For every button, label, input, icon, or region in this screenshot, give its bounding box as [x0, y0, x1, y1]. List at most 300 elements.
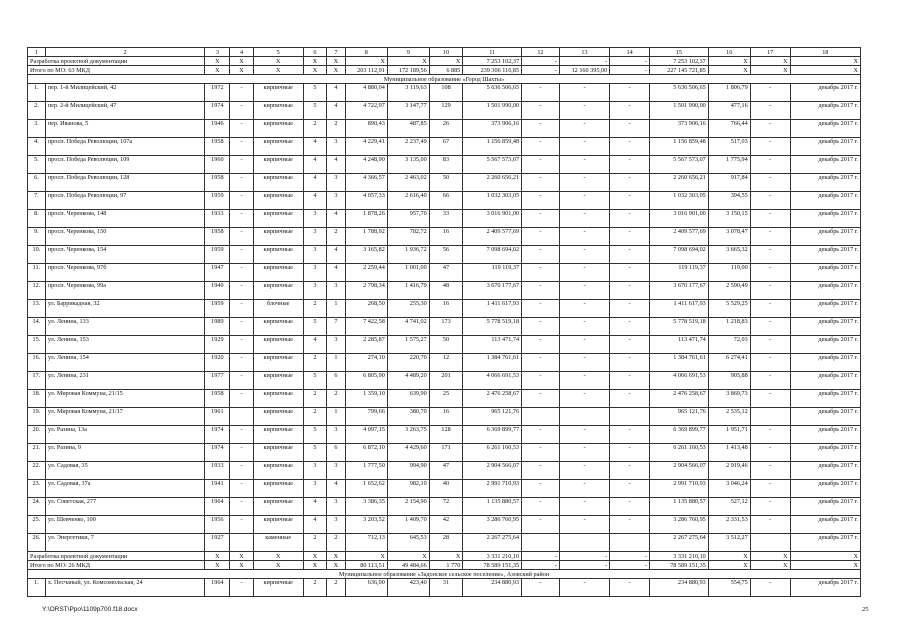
wall-material: кирпичные [253, 264, 303, 282]
entrances: 6 [326, 372, 345, 390]
cell: - [522, 264, 560, 282]
wall-material: кирпичные [253, 318, 303, 336]
summary-cell: X [790, 561, 860, 570]
build-year: 1940 [205, 282, 230, 300]
total-cost: 6 261 160,53 [463, 444, 522, 462]
cell: - [559, 210, 609, 228]
completion-term: декабрь 2017 г. [790, 498, 860, 516]
cell: - [559, 498, 609, 516]
residents: 56 [429, 246, 463, 264]
living-area: 1 001,00 [387, 264, 429, 282]
cell: - [750, 390, 790, 408]
total-area: 3 386,35 [345, 498, 387, 516]
cell: - [230, 372, 253, 390]
cell: - [559, 120, 609, 138]
summary-cell: X [253, 66, 303, 75]
column-number: 2 [45, 48, 204, 57]
fund-cost: 7 098 694,02 [650, 246, 709, 264]
row-number: 3. [28, 120, 46, 138]
address: пер. 2-й Милицейский, 47 [45, 102, 204, 120]
table-row [28, 372, 861, 390]
residents: 16 [429, 300, 463, 318]
cell: - [610, 282, 650, 300]
cell: - [230, 102, 253, 120]
fund-cost: 5 778 519,18 [650, 318, 709, 336]
address: просп. Победа Революции, 128 [45, 174, 204, 192]
build-year: 1961 [205, 408, 230, 426]
completion-term: декабрь 2017 г. [790, 264, 860, 282]
column-number: 18 [790, 48, 860, 57]
residents: 129 [429, 102, 463, 120]
footer-file-path: Y:\ORST\Ppo\1109p700.f18.docx [42, 606, 138, 613]
cell: - [559, 516, 609, 534]
specific-cost: 1 218,83 [708, 318, 750, 336]
cell [559, 534, 609, 552]
living-area: 982,10 [387, 480, 429, 498]
row-number: 12. [28, 282, 46, 300]
residents: 26 [429, 120, 463, 138]
build-year: 1989 [205, 318, 230, 336]
fund-cost: 2 267 275,64 [650, 534, 709, 552]
completion-term: декабрь 2017 г. [790, 516, 860, 534]
fund-cost: 1 032 303,05 [650, 192, 709, 210]
fund-cost: 2 260 656,21 [650, 174, 709, 192]
total-area: 7 422,58 [345, 318, 387, 336]
summary-cell: X [303, 57, 326, 66]
cell: - [522, 372, 560, 390]
total-cost: 113 471,74 [463, 336, 522, 354]
cell: - [610, 318, 650, 336]
address: просп. Победа Революции, 97 [45, 192, 204, 210]
table-row [28, 462, 861, 480]
cell: - [750, 228, 790, 246]
entrances: 4 [326, 264, 345, 282]
wall-material: кирпичные [253, 336, 303, 354]
fund-cost: 2 991 710,93 [650, 480, 709, 498]
total-area: 890,43 [345, 120, 387, 138]
table-row [28, 246, 861, 264]
fund-cost: 373 906,16 [650, 120, 709, 138]
column-number-row [28, 48, 861, 57]
cell: - [522, 426, 560, 444]
total-cost: 1 411 617,93 [463, 300, 522, 318]
column-number: 16 [708, 48, 750, 57]
summary-cell: X [750, 57, 790, 66]
summary-cell: 172 189,56 [387, 66, 429, 75]
residents: 128 [429, 426, 463, 444]
table-row [28, 318, 861, 336]
floors: 4 [303, 498, 326, 516]
cell: - [230, 84, 253, 102]
fund-cost: 119 119,37 [650, 264, 709, 282]
cell: - [610, 174, 650, 192]
total-area: 3 165,82 [345, 246, 387, 264]
summary-cell: - [610, 57, 650, 66]
total-area: 4 248,90 [345, 156, 387, 174]
table-row [28, 138, 861, 156]
column-number: 15 [650, 48, 709, 57]
address: просп. Черенкова, 97б [45, 264, 204, 282]
completion-term: декабрь 2017 г. [790, 354, 860, 372]
build-year: 1958 [205, 174, 230, 192]
cell: - [559, 174, 609, 192]
completion-term: декабрь 2017 г. [790, 318, 860, 336]
cell: - [559, 579, 609, 597]
row-number: 21. [28, 444, 46, 462]
wall-material: кирпичные [253, 480, 303, 498]
row-number: 17. [28, 372, 46, 390]
summary-cell: 80 113,51 [345, 561, 387, 570]
floors: 5 [303, 102, 326, 120]
summary-cell: X [205, 552, 230, 561]
wall-material: кирпичные [253, 120, 303, 138]
total-cost: 373 906,16 [463, 120, 522, 138]
total-area: 4 097,15 [345, 426, 387, 444]
total-cost: 5 636 506,65 [463, 84, 522, 102]
address: ул. Ленина, 133 [45, 318, 204, 336]
total-area: 274,10 [345, 354, 387, 372]
total-area: 3 203,52 [345, 516, 387, 534]
wall-material: кирпичные [253, 426, 303, 444]
entrances: 4 [326, 84, 345, 102]
summary-cell: X [205, 66, 230, 75]
total-cost: 1 156 859,48 [463, 138, 522, 156]
summary-cell: X [205, 561, 230, 570]
residents: 28 [429, 534, 463, 552]
table-row [28, 120, 861, 138]
summary-cell: - [522, 561, 560, 570]
summary-cell: - [610, 66, 650, 75]
wall-material: кирпичные [253, 102, 303, 120]
cell: - [750, 498, 790, 516]
cell: - [522, 462, 560, 480]
living-area: 487,85 [387, 120, 429, 138]
total-cost: 1 501 990,00 [463, 102, 522, 120]
fund-cost: 4 066 691,53 [650, 372, 709, 390]
cell: - [559, 192, 609, 210]
residents: 108 [429, 84, 463, 102]
summary-cell: X [790, 57, 860, 66]
completion-term: декабрь 2017 г. [790, 408, 860, 426]
fund-cost: 1 384 761,61 [650, 354, 709, 372]
row-number: 18. [28, 390, 46, 408]
cell: - [522, 120, 560, 138]
specific-cost: 1 806,79 [708, 84, 750, 102]
floors: 5 [303, 84, 326, 102]
completion-term: декабрь 2017 г. [790, 534, 860, 552]
summary-cell: 6 885 [429, 66, 463, 75]
cell: - [610, 246, 650, 264]
total-area: 636,00 [345, 579, 387, 597]
summary-cell: X [750, 561, 790, 570]
specific-cost: 3 512,27 [708, 534, 750, 552]
build-year: 1920 [205, 354, 230, 372]
row-number: 6. [28, 174, 46, 192]
fund-cost: 3 016 901,00 [650, 210, 709, 228]
living-area: 3 119,63 [387, 84, 429, 102]
cell: - [750, 354, 790, 372]
fund-cost: 2 904 566,07 [650, 462, 709, 480]
summary-cell: X [205, 57, 230, 66]
build-year: 1956 [205, 516, 230, 534]
living-area: 4 489,20 [387, 372, 429, 390]
total-area: 1 878,26 [345, 210, 387, 228]
specific-cost: 119,00 [708, 264, 750, 282]
cell: - [750, 282, 790, 300]
cell: - [750, 579, 790, 597]
cell: - [750, 192, 790, 210]
total-area: 1 777,50 [345, 462, 387, 480]
total-area: 1 788,92 [345, 228, 387, 246]
specific-cost: 527,12 [708, 498, 750, 516]
wall-material: кирпичные [253, 246, 303, 264]
entrances: 3 [326, 516, 345, 534]
table-row [28, 228, 861, 246]
cell: - [522, 336, 560, 354]
residents: 16 [429, 228, 463, 246]
summary-cell: X [429, 552, 463, 561]
wall-material: кирпичные [253, 390, 303, 408]
summary-cell: 3 331 210,10 [650, 552, 709, 561]
table-row [28, 390, 861, 408]
fund-cost: 2 409 577,69 [650, 228, 709, 246]
summary-cell: X [303, 66, 326, 75]
wall-material: кирпичные [253, 354, 303, 372]
fund-cost: 1 501 990,00 [650, 102, 709, 120]
specific-cost: 3 665,32 [708, 246, 750, 264]
column-number: 11 [463, 48, 522, 57]
residents: 40 [429, 480, 463, 498]
completion-term: декабрь 2017 г. [790, 462, 860, 480]
total-area: 2 798,34 [345, 282, 387, 300]
residents: 83 [429, 156, 463, 174]
floors: 4 [303, 336, 326, 354]
cell: - [750, 246, 790, 264]
cell: - [750, 210, 790, 228]
wall-material: кирпичные [253, 282, 303, 300]
total-cost: 7 098 694,02 [463, 246, 522, 264]
address: просп. Черенкова, 154 [45, 246, 204, 264]
table-row [28, 264, 861, 282]
cell: - [559, 462, 609, 480]
wall-material: кирпичные [253, 84, 303, 102]
table-row [28, 480, 861, 498]
living-area: 2 616,40 [387, 192, 429, 210]
cell: - [750, 156, 790, 174]
cell: - [522, 210, 560, 228]
specific-cost: 3 150,15 [708, 210, 750, 228]
summary-label: Разработка проектной документации [28, 57, 205, 66]
summary-cell: X [230, 57, 253, 66]
specific-cost: 2 919,46 [708, 462, 750, 480]
row-number: 25. [28, 516, 46, 534]
cell: - [610, 462, 650, 480]
build-year: 1958 [205, 138, 230, 156]
cell: - [750, 174, 790, 192]
fund-cost: 1 156 859,48 [650, 138, 709, 156]
cell: - [522, 480, 560, 498]
row-number: 11. [28, 264, 46, 282]
cell: - [230, 390, 253, 408]
column-number: 13 [559, 48, 609, 57]
address: ул. Мировая Коммуна, 21/15 [45, 390, 204, 408]
residents: 47 [429, 462, 463, 480]
summary-cell: X [326, 552, 345, 561]
row-number: 14. [28, 318, 46, 336]
column-number: 10 [429, 48, 463, 57]
table-row [28, 534, 861, 552]
summary-cell: - [559, 552, 609, 561]
specific-cost: 2 590,49 [708, 282, 750, 300]
completion-term: декабрь 2017 г. [790, 300, 860, 318]
cell: - [230, 498, 253, 516]
summary-cell: 7 253 102,37 [463, 57, 522, 66]
column-number: 5 [253, 48, 303, 57]
floors: 4 [303, 138, 326, 156]
build-year: 1958 [205, 228, 230, 246]
cell: - [230, 516, 253, 534]
residents: 31 [429, 579, 463, 597]
address: просп. Черенкова, 148 [45, 210, 204, 228]
summary-cell: X [790, 66, 860, 75]
summary-cell: 78 589 151,35 [650, 561, 709, 570]
summary-cell: - [559, 561, 609, 570]
summary-cell: X [345, 552, 387, 561]
cell: - [522, 102, 560, 120]
cell: - [750, 318, 790, 336]
row-number: 26. [28, 534, 46, 552]
table-row [28, 282, 861, 300]
wall-material: блочные [253, 300, 303, 318]
address: ул. Ленина, 153 [45, 336, 204, 354]
cell: - [522, 138, 560, 156]
summary-cell: X [253, 552, 303, 561]
summary-cell: X [253, 57, 303, 66]
floors: 5 [303, 318, 326, 336]
specific-cost: 5 529,25 [708, 300, 750, 318]
entrances: 7 [326, 318, 345, 336]
specific-cost: 554,75 [708, 579, 750, 597]
living-area: 1 936,72 [387, 246, 429, 264]
completion-term: декабрь 2017 г. [790, 174, 860, 192]
row-number: 4. [28, 138, 46, 156]
row-number: 23. [28, 480, 46, 498]
cell: - [750, 120, 790, 138]
cell: - [559, 480, 609, 498]
wall-material: кирпичные [253, 156, 303, 174]
build-year: 1929 [205, 336, 230, 354]
cell: - [750, 102, 790, 120]
living-area: 1 575,27 [387, 336, 429, 354]
completion-term: декабрь 2017 г. [790, 210, 860, 228]
cell: - [610, 516, 650, 534]
living-area: 3 147,77 [387, 102, 429, 120]
floors: 4 [303, 516, 326, 534]
summary-row [28, 552, 861, 561]
living-area: 2 154,90 [387, 498, 429, 516]
specific-cost: 3 869,73 [708, 390, 750, 408]
living-area: 957,70 [387, 210, 429, 228]
table-row [28, 156, 861, 174]
entrances: 1 [326, 354, 345, 372]
residents: 67 [429, 138, 463, 156]
cell [610, 408, 650, 426]
summary-cell: X [750, 552, 790, 561]
summary-cell: X [750, 66, 790, 75]
summary-cell: X [230, 552, 253, 561]
table-row [28, 84, 861, 102]
cell [559, 408, 609, 426]
wall-material: кирпичные [253, 498, 303, 516]
residents: 47 [429, 264, 463, 282]
cell: - [522, 354, 560, 372]
cell: - [610, 156, 650, 174]
address: ул. Ленина, 154 [45, 354, 204, 372]
total-cost: 1 032 303,05 [463, 192, 522, 210]
summary-cell: 7 253 102,37 [650, 57, 709, 66]
table-row [28, 516, 861, 534]
specific-cost: 2 535,12 [708, 408, 750, 426]
summary-cell: X [230, 561, 253, 570]
entrances: 4 [326, 480, 345, 498]
cell: - [230, 264, 253, 282]
summary-cell: X [387, 552, 429, 561]
entrances: 3 [326, 462, 345, 480]
cell: - [522, 174, 560, 192]
row-number: 8. [28, 210, 46, 228]
row-number: 9. [28, 228, 46, 246]
cell: - [522, 282, 560, 300]
specific-cost: 1 775,94 [708, 156, 750, 174]
cell: - [559, 318, 609, 336]
residents: 201 [429, 372, 463, 390]
row-number: 5. [28, 156, 46, 174]
completion-term: декабрь 2017 г. [790, 120, 860, 138]
fund-cost: 965 121,76 [650, 408, 709, 426]
row-number: 7. [28, 192, 46, 210]
floors: 2 [303, 579, 326, 597]
residents: 33 [429, 210, 463, 228]
total-cost: 119 119,37 [463, 264, 522, 282]
wall-material: кирпичные [253, 210, 303, 228]
fund-cost: 6 369 899,77 [650, 426, 709, 444]
living-area: 220,70 [387, 354, 429, 372]
summary-cell: 3 331 210,10 [463, 552, 522, 561]
cell: - [230, 480, 253, 498]
section-title: Муниципальное образование «Город Шахты» [28, 75, 861, 84]
living-area: 3 135,00 [387, 156, 429, 174]
build-year: 1974 [205, 426, 230, 444]
summary-cell: X [326, 66, 345, 75]
entrances: 2 [326, 534, 345, 552]
build-year: 1964 [205, 579, 230, 597]
floors: 2 [303, 300, 326, 318]
summary-cell: X [708, 561, 750, 570]
address: пер. Иванова, 5 [45, 120, 204, 138]
row-number: 24. [28, 498, 46, 516]
address: ул. Баррикадная, 32 [45, 300, 204, 318]
column-number: 8 [345, 48, 387, 57]
summary-cell: 227 145 721,85 [650, 66, 709, 75]
column-number: 7 [326, 48, 345, 57]
summary-cell: 1 770 [429, 561, 463, 570]
cell: - [522, 444, 560, 462]
living-area: 994,90 [387, 462, 429, 480]
floors: 3 [303, 246, 326, 264]
completion-term: декабрь 2017 г. [790, 246, 860, 264]
floors: 3 [303, 228, 326, 246]
summary-cell: X [303, 552, 326, 561]
